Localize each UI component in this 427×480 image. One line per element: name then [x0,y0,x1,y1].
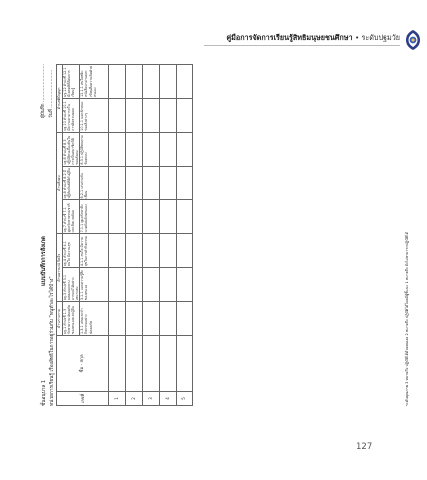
score-cell [159,200,176,234]
score-cell [142,65,159,99]
group-emotional: ด้านอารมณ์ จิตใจ [57,234,63,302]
score-cell [159,234,176,268]
score-cell [126,98,143,132]
name-cell [142,336,159,392]
date-label-text: วันที่ [49,109,54,118]
table-row [126,65,143,406]
score-cell [126,268,143,302]
score-cell [109,302,126,336]
no-header: เลขที่ [57,392,109,406]
assessment-table [56,64,193,406]
name-header: ชื่อ - สกุล [57,336,109,392]
group-social: ด้านสังคม [57,132,63,234]
score-cell [109,268,126,302]
criteria-cell: 8.3.1 ปฏิบัติตนตามข้อตกลง [80,132,109,166]
standard-cell: มฐ.8 ตัวบ่งชี้ 8.3 ปฏิบัติตนเบื้องต้นในการเป็นสมาชิกที่ดีของสังคม [63,132,80,166]
standard-cell: มฐ.3 ตัวบ่งชี้ 3.1 แสดงออกทางอารมณ์ได้อย่างเหมาะสม [63,268,80,302]
score-cell [159,98,176,132]
recorder-label: ผู้บันทึก .......................... [41,64,46,118]
header-divider [204,45,400,46]
score-cell [142,268,159,302]
name-cell [159,336,176,392]
name-cell [176,336,193,392]
quality-level-note: ระดับคุณภาพ 3 หมายถึง ปฏิบัติได้ด้วยตนเอง 2 หมายถึง ปฏิบัติได้โดยมีผู้ชี้แนะ 1 หมายถึง ยังไม่สามารถปฏิบัติได้ [405,232,409,406]
sheet-unit-text: หน่วยการเรียนรู้ เรื่องสิทธิในการอยู่ร่วมกับ [50,319,55,406]
standard-cell: มฐ.12 ตัวบ่งชี้ 12.1 มีเจตคติที่ดีต่อการเรียนรู้ [63,65,80,99]
score-cell [126,166,143,200]
score-cell [109,166,126,200]
header-title-main: คู่มือการจัดการเรียนรู้สิทธิมนุษยชนศึกษา [226,33,353,42]
name-cell [126,336,143,392]
score-cell [109,200,126,234]
score-cell [109,65,126,99]
name-cell [109,336,126,392]
standard-cell: มฐ.4 ตัวบ่งชี้ 4.1 สนใจ มีความสุข [63,234,80,268]
standard-cell: มฐ.1 ตัวบ่งชี้ 1.3 รักษาความปลอดภัยของตนเองและผู้อื่น [63,302,80,336]
group-intellectual: ด้านสติปัญญา [57,65,63,133]
score-cell [159,302,176,336]
observation-sheet [34,60,414,410]
sheet-level [40,380,48,406]
recorder-label-text: ผู้บันทึก [41,103,46,118]
score-cell [126,200,143,234]
score-cell [109,98,126,132]
criteria-cell: 7.1.1 ดูแลรักษาสิ่งแวดล้อมด้วยตนเอง [80,200,109,234]
score-cell [142,98,159,132]
emblem-logo-icon [404,29,422,51]
criteria-cell: 8.2.1 เล่นร่วมกับเพื่อน [80,166,109,200]
score-cell [159,65,176,99]
row-number: 1 [109,392,126,406]
criteria-cell: 3.1.1 บอกความรู้สึกของตนเอง [80,268,109,302]
score-cell [176,65,193,99]
score-cell [142,302,159,336]
criteria-cell: 10.1.1 บอกลักษณะของสิ่งต่างๆ [80,98,109,132]
header-subtitle: • ระดับปฐมวัย [355,33,400,42]
row-number: 5 [176,392,193,406]
score-cell [176,268,193,302]
table-row [176,65,193,406]
sheet-title: แบบบันทึกการสังเกต [41,236,47,286]
table-row [159,65,176,406]
table-row [142,65,159,406]
date-label: วันที่ .......................... [49,69,54,118]
score-cell [142,166,159,200]
score-cell [159,132,176,166]
sheet-unit [48,276,56,406]
sheet-level-text: ชั้นอนุบาล 1 [42,380,47,406]
score-cell [176,234,193,268]
table-row [109,65,126,406]
criteria-cell: 1.3.1 เล่นและทำกิจกรรมอย่างปลอดภัย [80,302,109,336]
group-physical: ด้านร่างกาย [57,302,63,336]
row-number: 3 [142,392,159,406]
standard-cell: มฐ.7 ตัวบ่งชี้ 7.1 ดูแลรักษาธรรมชาติและสิ่งแวดล้อม [63,200,80,234]
page-number: 127 [356,442,373,452]
score-cell [176,166,193,200]
score-cell [176,132,193,166]
score-cell [109,234,126,268]
score-cell [126,234,143,268]
score-cell [126,302,143,336]
score-cell [159,268,176,302]
score-cell [142,234,159,268]
score-cell [176,98,193,132]
score-cell [109,132,126,166]
header-title [204,33,400,44]
score-cell [176,200,193,234]
criteria-cell: 12.1.1 สนใจหยิบหนังสือมาอ่านและเขียนสื่อความคิดด้วยตนเอง [80,65,109,99]
score-cell [142,200,159,234]
standard-cell: มฐ.8 ตัวบ่งชี้ 8.2 มีปฏิสัมพันธ์ที่ดีกับผู้อื่น [63,166,80,200]
score-cell [126,132,143,166]
criteria-cell: 4.1.1 สนใจ มีความสุขในการทำกิจกรรม [80,234,109,268]
standard-cell: มฐ.10 ตัวบ่งชี้ 10.1 มีความสามารถในการคิดรวบยอด [63,98,80,132]
score-cell [142,132,159,166]
sheet-unit-name: “หนูทำอะไรได้บ้าง” [50,276,55,318]
score-cell [159,166,176,200]
row-number: 2 [126,392,143,406]
observation-sheet-rotated [34,60,414,410]
score-cell [176,302,193,336]
score-cell [126,65,143,99]
row-number: 4 [159,392,176,406]
